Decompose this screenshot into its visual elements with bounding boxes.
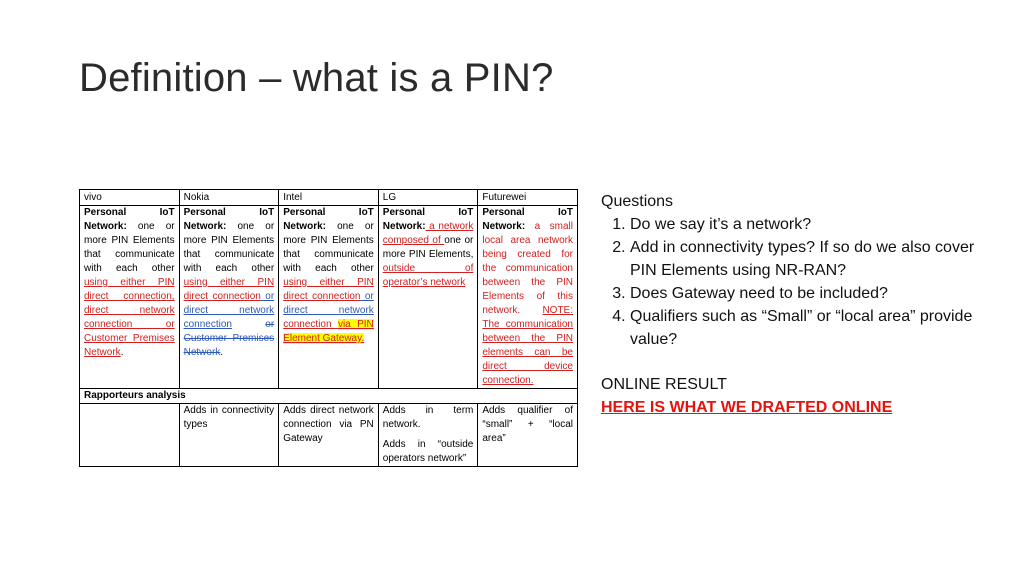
definition-change: using either PIN direct connection, direct network connection or Customer Premises Network [84,277,175,358]
definition-term: Personal IoT Network: [283,207,374,232]
cell-futurewei-analysis: Adds qualifier of “small” + “local area” [478,404,578,467]
definition-text: one or more PIN Elements that communicate with each other [183,221,275,274]
question-item: 1. Do we say it’s a network? [630,213,1001,236]
definition-text: one or more PIN Elements, [382,235,474,260]
cell-vivo-analysis [80,404,180,467]
definition-term: Personal IoT Network: [84,207,175,232]
definition-note: NOTE: The communication between the PIN elements can be direct device connection. [482,305,573,386]
definition-change-2: composed of [382,235,445,246]
analysis-row [80,404,578,467]
header-lg: LG [378,190,478,206]
header-intel: Intel [279,190,379,206]
cell-lg-definition [378,206,478,389]
question-item: 4. Qualifiers such as “Small” or “local area” provide value? [630,305,1001,351]
drafted-online-link[interactable]: HERE IS WHAT WE DRAFTED ONLINE [601,399,893,416]
definition-change-2: connection [283,319,338,330]
definition-text: one or more PIN Elements that communicate with each other [283,221,374,274]
cell-vivo-definition [80,206,180,389]
cell-futurewei-definition [478,206,578,389]
definition-change: using either PIN direct connection [283,277,374,302]
definition-deletion: or Customer Premises Network [183,319,275,358]
definition-change: a network [425,221,474,232]
header-nokia: Nokia [179,190,279,206]
slide-title: Definition – what is a PIN? [79,56,554,100]
analysis-text-2: Adds in “outside operators network” [382,439,474,464]
definition-term: Personal IoT Network: [382,207,474,232]
header-futurewei: Futurewei [478,190,578,206]
cell-intel-definition [279,206,379,389]
definition-insertion: or direct network connection [183,291,275,330]
cell-lg-analysis [378,404,478,467]
definition-term: Personal IoT Network: [183,207,275,232]
question-item: 2. Add in connectivity types? If so do we also cover PIN Elements using NR-RAN? [630,236,1001,282]
questions-list [601,213,1001,351]
header-vivo: vivo [80,190,180,206]
online-result-label: ONLINE RESULT [601,376,727,393]
definition-text: one or more PIN Elements that communicate with each other [84,221,175,274]
header-row [80,190,578,206]
definition-end: . [220,347,224,358]
cell-nokia-analysis: Adds in connectivity types [179,404,279,467]
definition-change-3: outside of operator’s network [382,263,474,288]
definition-insertion: or direct network [283,291,374,316]
questions-heading: Questions [601,193,674,210]
definition-change: a small local area network being created for the communication between the PIN Elements of this network. [482,221,573,316]
section-row [80,389,578,404]
definition-row [80,206,578,389]
analysis-text: Adds in term network. [382,405,474,430]
definition-change: using either PIN direct connection [183,277,275,302]
question-item: 3. Does Gateway need to be included? [630,282,1001,305]
definition-term: Personal IoT Network: [482,207,573,232]
definition-end: . [120,347,124,358]
questions-panel [601,190,1001,419]
cell-nokia-definition [179,206,279,389]
section-title: Rapporteurs analysis [80,389,578,404]
definition-highlight: via PIN Element Gateway. [283,319,374,344]
cell-intel-analysis: Adds direct network connection via PN Gateway [279,404,379,467]
comparison-table [79,189,578,467]
